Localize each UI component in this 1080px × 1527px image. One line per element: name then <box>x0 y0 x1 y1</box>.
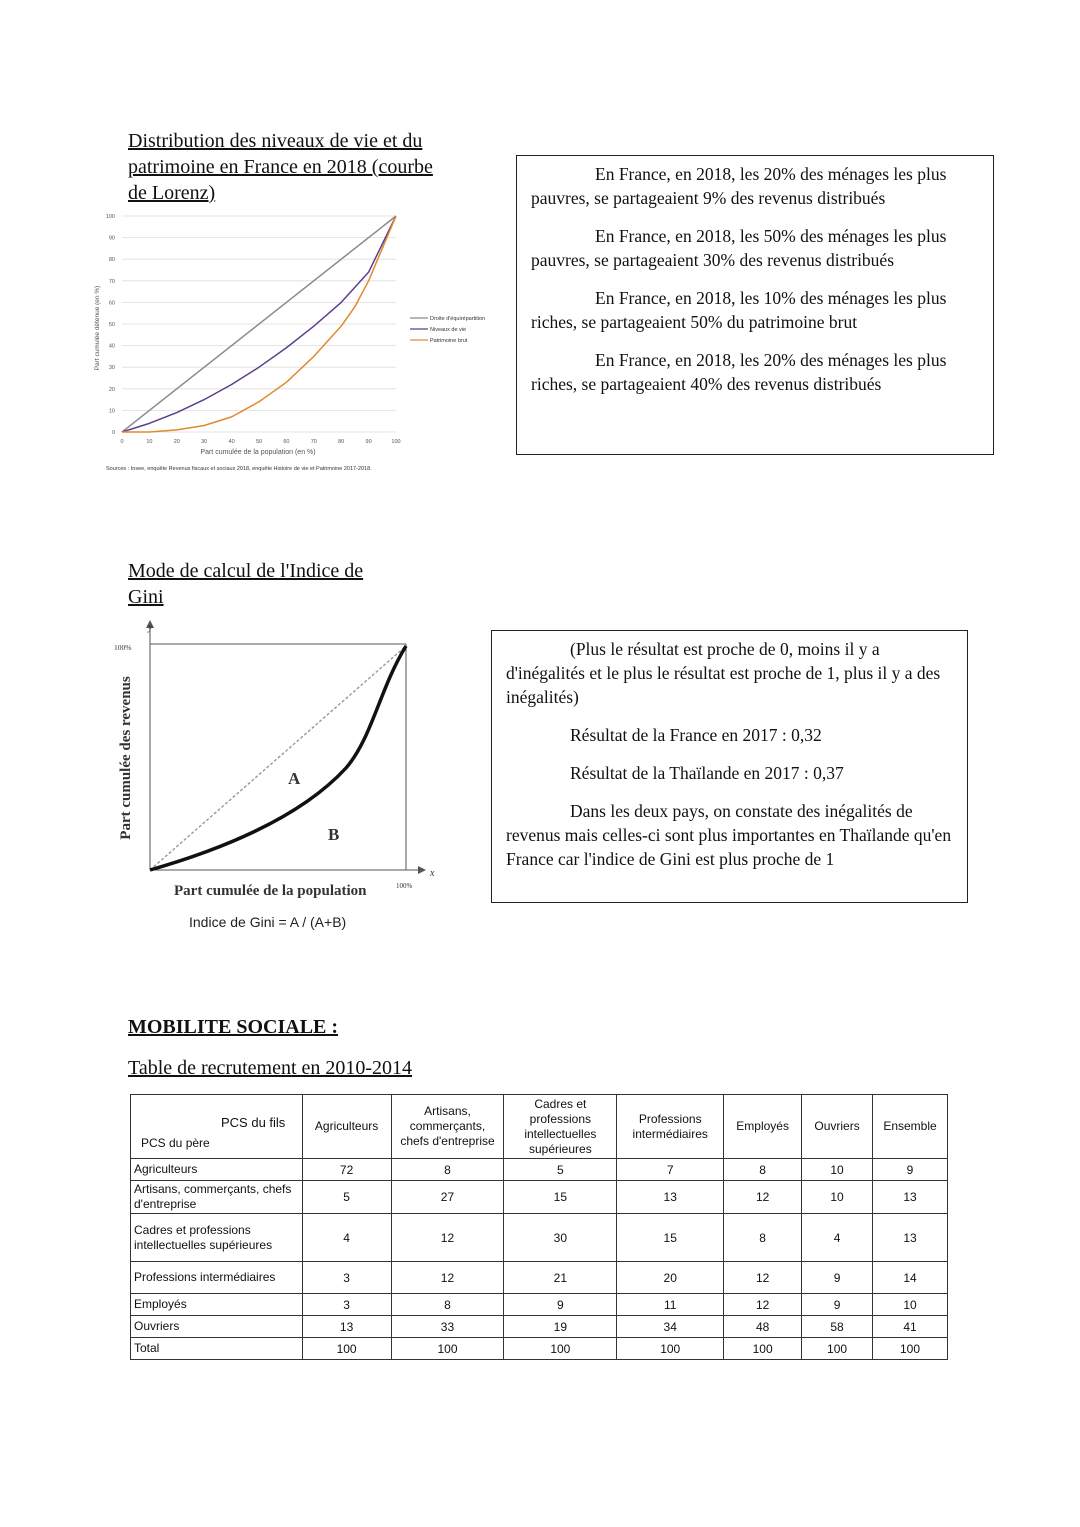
col-header-5: Ouvriers <box>802 1095 873 1159</box>
table-cell: 8 <box>724 1214 802 1262</box>
gini-x-letter: x <box>430 868 435 879</box>
row-label: Artisans, commerçants, chefs d'entreprise <box>131 1181 303 1214</box>
gini-title-line-1: Mode de calcul de l'Indice de <box>128 560 364 582</box>
lorenz-y-ticks <box>106 214 115 436</box>
table-cell: 13 <box>617 1181 724 1214</box>
y-tick-label: 70 <box>108 278 115 285</box>
table-cell: 100 <box>724 1338 802 1360</box>
x-tick-label: 100 <box>391 439 401 445</box>
col-header-3: Professions intermédiaires <box>617 1095 724 1159</box>
fact-3: En France, en 2018, les 10% des ménages les plus riches, se partageaient 50% du patrimoine brut <box>531 288 947 332</box>
table-cell: 58 <box>802 1316 873 1338</box>
col-header-1: Artisans, commerçants, chefs d'entreprise <box>391 1095 504 1159</box>
col-header-4: Employés <box>724 1095 802 1159</box>
table-cell: 5 <box>504 1159 617 1181</box>
table-cell: 100 <box>391 1338 504 1360</box>
table-cell: 3 <box>302 1294 391 1316</box>
table-cell: 8 <box>724 1159 802 1181</box>
table-row <box>131 1338 948 1360</box>
table-cell: 20 <box>617 1262 724 1294</box>
recruitment-table <box>130 1094 948 1360</box>
lorenz-x-axis-label: Part cumulée de la population (en %) <box>200 449 316 456</box>
corner-pere: PCS du père <box>141 1136 210 1150</box>
table-cell: 5 <box>302 1181 391 1214</box>
lorenz-source: Sources : Insee, enquête Revenus fiscaux et sociaux 2018, enquête Histoire de vie et Patrimoine 2017-2018. <box>106 466 372 472</box>
gini-conclusion: Dans les deux pays, on constate des inégalités de revenus mais celles-ci sont plus importantes en Thaïlande qu'en France car l'indice de Gini est plus proche de 1 <box>506 801 952 869</box>
table-row <box>131 1262 948 1294</box>
gini-formula: Indice de Gini = A / (A+B) <box>189 914 347 930</box>
gini-diagram <box>110 618 450 918</box>
x-tick-label: 20 <box>173 439 180 445</box>
table-cell: 13 <box>302 1316 391 1338</box>
table-cell: 12 <box>724 1294 802 1316</box>
gini-y-letter: y <box>148 622 153 633</box>
mobilite-heading: MOBILITE SOCIALE : <box>128 1016 339 1038</box>
table-title: Table de recrutement en 2010-2014 <box>128 1057 413 1079</box>
table-cell: 34 <box>617 1316 724 1338</box>
legend-label-niveaux: Niveaux de vie <box>430 327 467 333</box>
row-label: Employés <box>131 1294 303 1316</box>
table-cell: 10 <box>802 1159 873 1181</box>
lorenz-y-axis-label: Part cumulée détenue (en %) <box>94 285 101 371</box>
gini-area-a: A <box>288 769 301 788</box>
lorenz-title-line-1: Distribution des niveaux de vie et du <box>128 130 423 152</box>
table-cell: 9 <box>873 1159 948 1181</box>
gini-x-axis-label: Part cumulée de la population <box>174 883 367 899</box>
lorenz-chart <box>88 208 518 478</box>
y-tick-label: 30 <box>108 365 115 372</box>
table-cell: 10 <box>873 1294 948 1316</box>
table-cell: 21 <box>504 1262 617 1294</box>
corner-fils: PCS du fils <box>221 1115 286 1130</box>
gini-result-thailande: Résultat de la Thaïlande en 2017 : 0,37 <box>570 763 844 783</box>
lorenz-facts-box <box>516 155 994 455</box>
table-cell: 7 <box>617 1159 724 1181</box>
x-tick-label: 0 <box>120 439 124 445</box>
table-cell: 72 <box>302 1159 391 1181</box>
row-label: Agriculteurs <box>131 1159 303 1181</box>
lorenz-title-line-3: de Lorenz) <box>128 182 216 204</box>
col-header-2: Cadres et professions intellectuelles supérieures <box>504 1095 617 1159</box>
lorenz-title-line-2: patrimoine en France en 2018 (courbe <box>128 156 433 178</box>
table-cell: 4 <box>302 1214 391 1262</box>
table-cell: 12 <box>724 1181 802 1214</box>
y-tick-label: 90 <box>108 235 115 242</box>
y-tick-label: 50 <box>108 322 115 328</box>
table-cell: 48 <box>724 1316 802 1338</box>
table-cell: 4 <box>802 1214 873 1262</box>
x-tick-label: 60 <box>283 439 290 445</box>
x-tick-label: 40 <box>228 439 235 445</box>
y-tick-label: 60 <box>108 300 115 307</box>
table-cell: 13 <box>873 1181 948 1214</box>
x-tick-label: 50 <box>255 439 263 445</box>
lorenz-title <box>128 128 488 206</box>
table-cell: 15 <box>504 1181 617 1214</box>
gini-title <box>128 558 428 610</box>
table-cell: 9 <box>504 1294 617 1316</box>
x-tick-label: 70 <box>310 439 317 445</box>
fact-1: En France, en 2018, les 20% des ménages les plus pauvres, se partageaient 9% des revenus distribués <box>531 164 947 208</box>
table-cell: 27 <box>391 1181 504 1214</box>
col-header-6: Ensemble <box>873 1095 948 1159</box>
x-tick-label: 80 <box>338 439 345 445</box>
table-cell: 19 <box>504 1316 617 1338</box>
gini-y-max: 100% <box>114 643 132 652</box>
table-cell: 9 <box>802 1294 873 1316</box>
row-label: Total <box>131 1338 303 1360</box>
table-cell: 100 <box>873 1338 948 1360</box>
table-row <box>131 1294 948 1316</box>
y-tick-label: 0 <box>111 430 115 436</box>
gini-area-b: B <box>328 825 340 844</box>
table-cell: 41 <box>873 1316 948 1338</box>
table-row <box>131 1316 948 1338</box>
table-cell: 30 <box>504 1214 617 1262</box>
table-cell: 13 <box>873 1214 948 1262</box>
fact-2: En France, en 2018, les 50% des ménages les plus pauvres, se partageaient 30% des revenus distribués <box>531 226 947 270</box>
table-header-row <box>131 1095 948 1159</box>
table-row <box>131 1181 948 1214</box>
gini-results-box <box>491 630 968 903</box>
table-cell: 11 <box>617 1294 724 1316</box>
row-label: Cadres et professions intellectuelles supérieures <box>131 1214 303 1262</box>
table-cell: 100 <box>504 1338 617 1360</box>
table-cell: 8 <box>391 1159 504 1181</box>
x-tick-label: 30 <box>201 439 208 445</box>
fact-4: En France, en 2018, les 20% des ménages les plus riches, se partageaient 40% des revenus distribués <box>531 350 947 394</box>
table-row <box>131 1159 948 1181</box>
legend-label-patrimoine: Patrimoine brut <box>430 338 468 344</box>
table-cell: 100 <box>802 1338 873 1360</box>
table-cell: 100 <box>302 1338 391 1360</box>
legend-label-equality: Droite d'équirépartition <box>430 316 486 322</box>
table-cell: 33 <box>391 1316 504 1338</box>
gini-title-line-2: Gini <box>128 586 164 608</box>
y-tick-label: 100 <box>105 214 115 220</box>
table-cell: 3 <box>302 1262 391 1294</box>
table-cell: 8 <box>391 1294 504 1316</box>
table-cell: 100 <box>617 1338 724 1360</box>
gini-equality-line <box>150 646 406 870</box>
table-cell: 9 <box>802 1262 873 1294</box>
row-label: Professions intermédiaires <box>131 1262 303 1294</box>
table-cell: 12 <box>724 1262 802 1294</box>
lorenz-legend <box>410 316 485 344</box>
lorenz-x-ticks <box>120 439 400 445</box>
table-row <box>131 1214 948 1262</box>
y-tick-label: 10 <box>108 408 115 415</box>
table-cell: 14 <box>873 1262 948 1294</box>
gini-y-axis-label: Part cumulée des revenus <box>118 676 134 840</box>
gini-x-arrow <box>418 866 426 874</box>
table-body <box>131 1159 948 1360</box>
table-cell: 15 <box>617 1214 724 1262</box>
x-tick-label: 90 <box>365 439 372 445</box>
x-tick-label: 10 <box>146 439 153 445</box>
table-cell: 10 <box>802 1181 873 1214</box>
col-header-0: Agriculteurs <box>302 1095 391 1159</box>
gini-x-max: 100% <box>396 882 413 890</box>
table-corner <box>131 1095 303 1159</box>
y-tick-label: 40 <box>108 343 115 350</box>
y-tick-label: 20 <box>108 386 115 393</box>
gini-result-france: Résultat de la France en 2017 : 0,32 <box>570 725 822 745</box>
table-cell: 12 <box>391 1214 504 1262</box>
gini-explanation: (Plus le résultat est proche de 0, moins il y a d'inégalités et le plus le résultat est proche de 1, plus il y a des inégalités) <box>506 639 941 707</box>
table-cell: 12 <box>391 1262 504 1294</box>
y-tick-label: 80 <box>108 257 115 264</box>
row-label: Ouvriers <box>131 1316 303 1338</box>
